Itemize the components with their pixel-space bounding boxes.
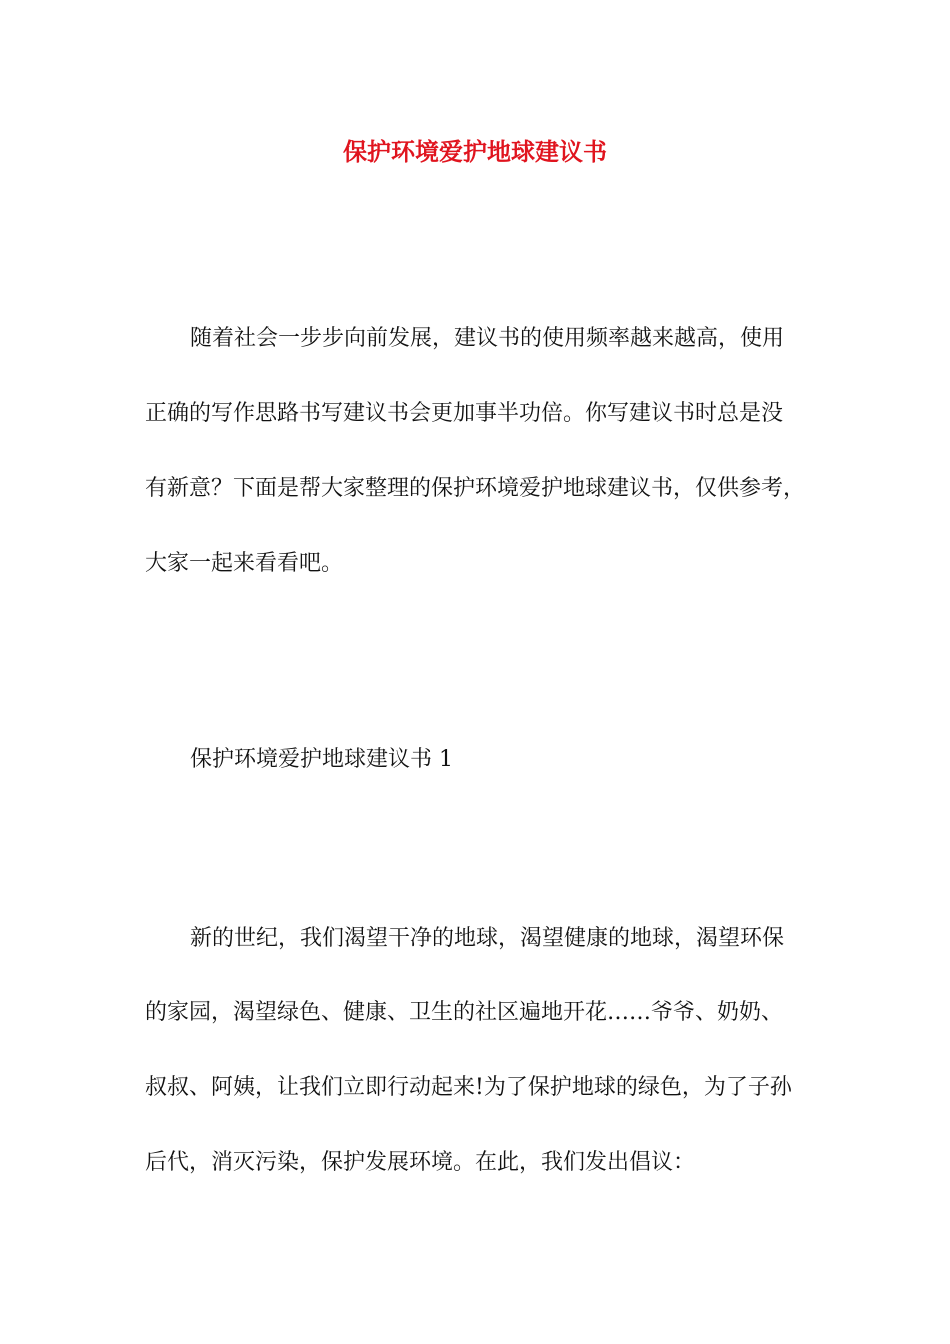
- section-heading: 保护环境爱护地球建议书 1: [190, 747, 453, 772]
- intro-line-1: 随着社会一步步向前发展，建议书的使用频率越来越高，使用: [190, 326, 785, 351]
- intro-line-3: 有新意？下面是帮大家整理的保护环境爱护地球建议书，仅供参考，: [145, 476, 806, 501]
- intro-line-2: 正确的写作思路书写建议书会更加事半功倍。你写建议书时总是没: [145, 401, 784, 426]
- body-line-2: 的家园，渴望绿色、健康、卫生的社区遍地开花……爷爷、奶奶、: [145, 1000, 784, 1025]
- body-line-4: 后代，消灭污染，保护发展环境。在此，我们发出倡议：: [145, 1150, 696, 1175]
- body-line-1: 新的世纪，我们渴望干净的地球，渴望健康的地球，渴望环保: [190, 926, 785, 951]
- intro-line-4: 大家一起来看看吧。: [145, 551, 344, 576]
- body-line-3: 叔叔、阿姨，让我们立即行动起来!为了保护地球的绿色，为了子孙: [145, 1075, 792, 1100]
- document-title: 保护环境爱护地球建议书: [343, 137, 607, 166]
